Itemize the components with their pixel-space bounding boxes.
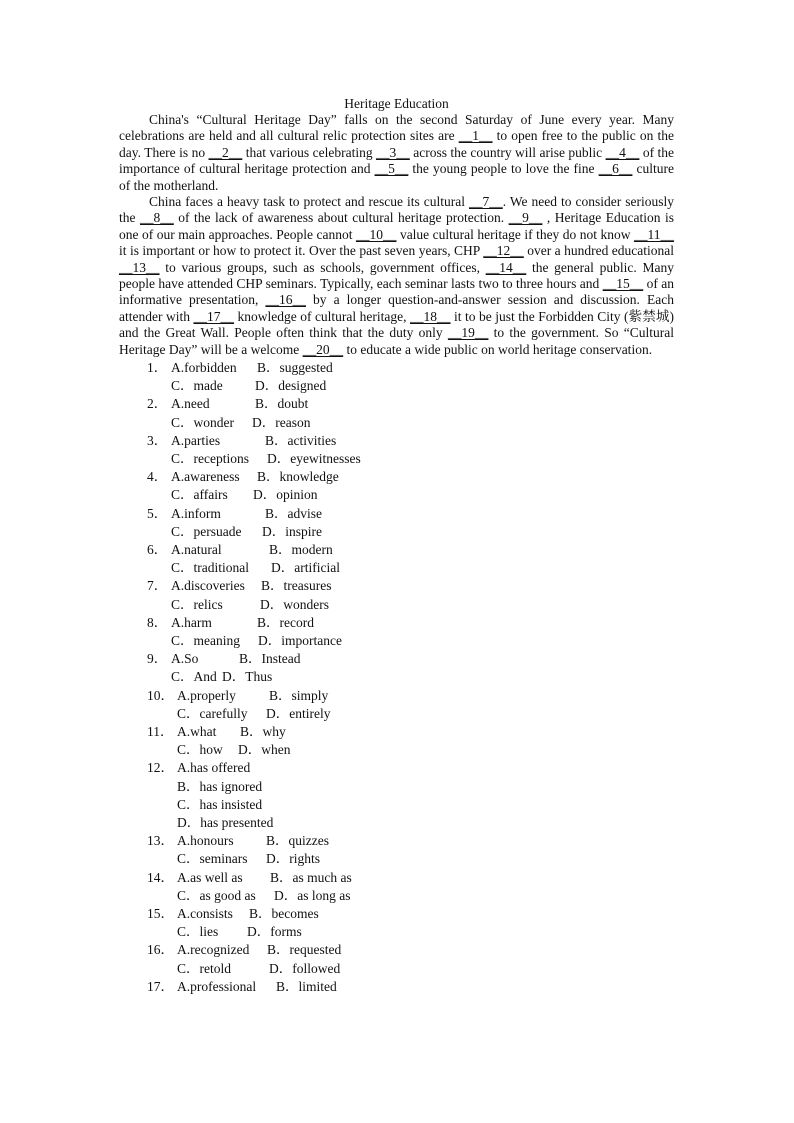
passage-text: of the importance of cultural heritage protection and (119, 144, 675, 177)
option-c[interactable]: C．And (171, 669, 217, 685)
option-c[interactable]: C．relics (171, 596, 223, 612)
option-a[interactable]: A.need (171, 396, 210, 412)
blank-marker: __4__ (605, 144, 640, 160)
option-d[interactable]: D．followed (269, 960, 341, 976)
question-number: 3． (147, 432, 168, 448)
blank-marker: __13__ (119, 259, 160, 275)
passage-text: to various groups, such as schools, government offices, (159, 259, 486, 275)
option-d[interactable]: D．eyewitnesses (267, 451, 361, 467)
question-item (119, 614, 674, 650)
question-number: 11． (147, 724, 174, 739)
question-number: 12． (147, 760, 174, 776)
option-c[interactable]: C．made (171, 378, 223, 394)
passage-text: of the lack of awareness about cultural heritage protection. (173, 210, 509, 226)
option-b[interactable]: B．activities (265, 432, 337, 448)
question-number: 16． (147, 942, 174, 958)
option-b[interactable]: B．knowledge (257, 469, 339, 485)
blank-marker: __14__ (485, 259, 527, 275)
option-b[interactable]: B．requested (267, 942, 342, 958)
option-a[interactable]: A.harm (171, 614, 212, 630)
question-number: 7． (147, 578, 168, 594)
question-number: 4． (147, 469, 168, 485)
option-c[interactable]: C．carefully (177, 705, 248, 721)
option-a[interactable]: A.properly (177, 687, 236, 703)
option-c[interactable]: C．has insisted (177, 796, 263, 812)
option-d[interactable]: D．forms (247, 924, 302, 940)
paragraph-1 (119, 112, 674, 194)
passage-text: across the country will arise public (409, 144, 606, 160)
blank-marker: __10__ (355, 226, 397, 242)
option-a[interactable]: A.parties (171, 432, 221, 448)
option-d[interactable]: D．entirely (266, 705, 331, 721)
question-item (119, 723, 674, 759)
question-item (119, 941, 674, 977)
blank-marker: __16__ (265, 292, 306, 308)
option-d[interactable]: D．importance (258, 633, 342, 649)
question-number: 15． (147, 905, 174, 921)
question-number: 8． (147, 614, 168, 630)
option-d[interactable]: D．artificial (271, 560, 340, 576)
question-number: 6． (147, 542, 168, 558)
passage-text: to the government. So “Cultural Heritage Day” will be a welcome (119, 325, 674, 357)
option-c[interactable]: C．traditional (171, 560, 249, 576)
option-c[interactable]: C．seminars (177, 851, 248, 867)
blank-marker: __17__ (193, 308, 234, 324)
option-b[interactable]: B．has ignored (177, 778, 263, 794)
question-item (119, 687, 674, 723)
option-b[interactable]: B．limited (276, 978, 337, 994)
option-a[interactable]: A.consists (177, 905, 233, 921)
question-number: 10． (147, 687, 174, 703)
option-c[interactable]: C．affairs (171, 487, 228, 503)
question-item (119, 650, 674, 686)
question-item (119, 759, 674, 832)
question-item (119, 905, 674, 941)
option-d[interactable]: D．opinion (253, 487, 318, 503)
question-item (119, 468, 674, 504)
option-a[interactable]: A.as well as (177, 869, 243, 885)
option-a[interactable]: A.recognized (177, 942, 250, 958)
blank-marker: __20__ (302, 341, 344, 357)
option-b[interactable]: B．why (240, 724, 286, 739)
option-d[interactable]: D．has presented (177, 814, 274, 830)
option-a[interactable]: A.So (171, 651, 199, 667)
option-a[interactable]: A.professional (177, 978, 257, 994)
option-a[interactable]: A.has offered (177, 760, 251, 776)
question-item (119, 432, 674, 468)
question-item (119, 577, 674, 613)
question-number: 17． (147, 978, 174, 994)
passage-text: to open free to the public on the day. There is no (119, 128, 674, 160)
option-b[interactable]: B．record (257, 614, 314, 630)
option-a[interactable]: A.awareness (171, 469, 240, 485)
question-item (119, 832, 674, 868)
option-d[interactable]: D．rights (266, 851, 320, 867)
passage-text: the young people to love the fine (408, 161, 599, 177)
passage-text: over a hundred educational (523, 243, 675, 259)
option-d[interactable]: D．Thus (222, 669, 273, 685)
question-item (119, 395, 674, 431)
option-b[interactable]: B．suggested (257, 360, 333, 376)
option-c[interactable]: C．lies (177, 924, 219, 940)
blank-marker: __6__ (598, 161, 633, 177)
blank-marker: __5__ (374, 161, 409, 177)
passage-text: it to be just the Forbidden City (紫禁城) and the Great Wall. People often think that the duty only (119, 308, 674, 341)
option-c[interactable]: C．receptions (171, 451, 249, 467)
question-number: 1． (147, 360, 168, 376)
passage-text: knowledge of cultural heritage, (233, 308, 411, 324)
paragraph-2 (119, 194, 674, 358)
option-a[interactable]: A.discoveries (171, 578, 245, 594)
passage-text: that various celebrating (242, 144, 377, 160)
blank-marker: __3__ (376, 144, 410, 160)
blank-marker: __8__ (140, 210, 174, 226)
passage-text: China's “Cultural Heritage Day” falls on the second Saturday of June every year. Many celebrations are held and all cultural relic protection sites are (119, 112, 674, 144)
blank-marker: __11__ (634, 226, 674, 242)
option-c[interactable]: C．persuade (171, 523, 242, 539)
option-c[interactable]: C．as good as (177, 887, 256, 903)
passage-text: to educate a wide public on world heritage conservation. (343, 341, 653, 357)
page-title: Heritage Education (344, 96, 449, 111)
passage-text: culture of the motherland. (119, 161, 674, 193)
option-b[interactable]: B．doubt (255, 396, 309, 412)
blank-marker: __9__ (508, 210, 543, 226)
question-number: 5． (147, 505, 168, 521)
option-c[interactable]: C．wonder (171, 414, 234, 430)
passage-container (119, 96, 674, 1014)
passage-text: value cultural heritage if they do not know (396, 226, 634, 242)
passage-text: . We need to consider seriously the (119, 194, 675, 226)
blank-marker: __12__ (483, 243, 524, 259)
blank-marker: __18__ (410, 308, 451, 324)
question-item (119, 978, 674, 1014)
option-d[interactable]: D．when (238, 742, 291, 758)
option-b[interactable]: B．modern (269, 542, 333, 558)
question-number: 14． (147, 869, 174, 885)
option-a[interactable]: A.forbidden (171, 360, 237, 376)
option-d[interactable]: D．inspire (262, 523, 322, 539)
passage-text: China faces a heavy task to protect and rescue its cultural (149, 194, 469, 210)
option-b[interactable]: B．quizzes (266, 833, 329, 849)
option-c[interactable]: C．how (177, 742, 223, 758)
question-item (119, 869, 674, 905)
option-d[interactable]: D．as long as (274, 887, 351, 903)
question-item (119, 359, 674, 395)
question-item (119, 505, 674, 541)
question-number: 13． (147, 833, 174, 849)
blank-marker: __15__ (602, 276, 644, 292)
blank-marker: __2__ (208, 144, 243, 160)
passage-text: by a longer question-and-answer session and discussion. Each attender with (119, 292, 674, 324)
blank-marker: __1__ (458, 128, 493, 144)
passage-text: the general public. Many people have attended CHP seminars. Typically, each seminar lasts two to three hours and (119, 259, 674, 292)
option-a[interactable]: A.what (177, 724, 217, 739)
question-number: 2． (147, 396, 168, 412)
option-b[interactable]: B．simply (269, 687, 329, 703)
option-a[interactable]: A.honours (177, 833, 234, 849)
blank-marker: __7__ (468, 194, 503, 210)
blank-marker: __19__ (447, 325, 489, 341)
option-b[interactable]: B．becomes (249, 905, 319, 921)
option-c[interactable]: C．retold (177, 960, 231, 976)
question-number: 9． (147, 651, 168, 667)
passage-text: it is important or how to protect it. Over the past seven years, CHP (119, 243, 484, 259)
question-item (119, 541, 674, 577)
option-c[interactable]: C．meaning (171, 633, 240, 649)
option-b[interactable]: B．treasures (261, 578, 332, 594)
option-d[interactable]: D．wonders (260, 596, 329, 612)
option-a[interactable]: A.natural (171, 542, 222, 558)
option-b[interactable]: B．Instead (239, 651, 301, 667)
option-b[interactable]: B．advise (265, 505, 322, 521)
passage-text: , Heritage Education is one of our main approaches. People cannot (119, 210, 675, 242)
option-d[interactable]: D．designed (255, 378, 327, 394)
option-a[interactable]: A.inform (171, 505, 221, 521)
option-d[interactable]: D．reason (252, 414, 311, 430)
question-list (119, 359, 674, 1014)
option-b[interactable]: B．as much as (270, 869, 352, 885)
passage-text: of an informative presentation, (119, 276, 674, 308)
